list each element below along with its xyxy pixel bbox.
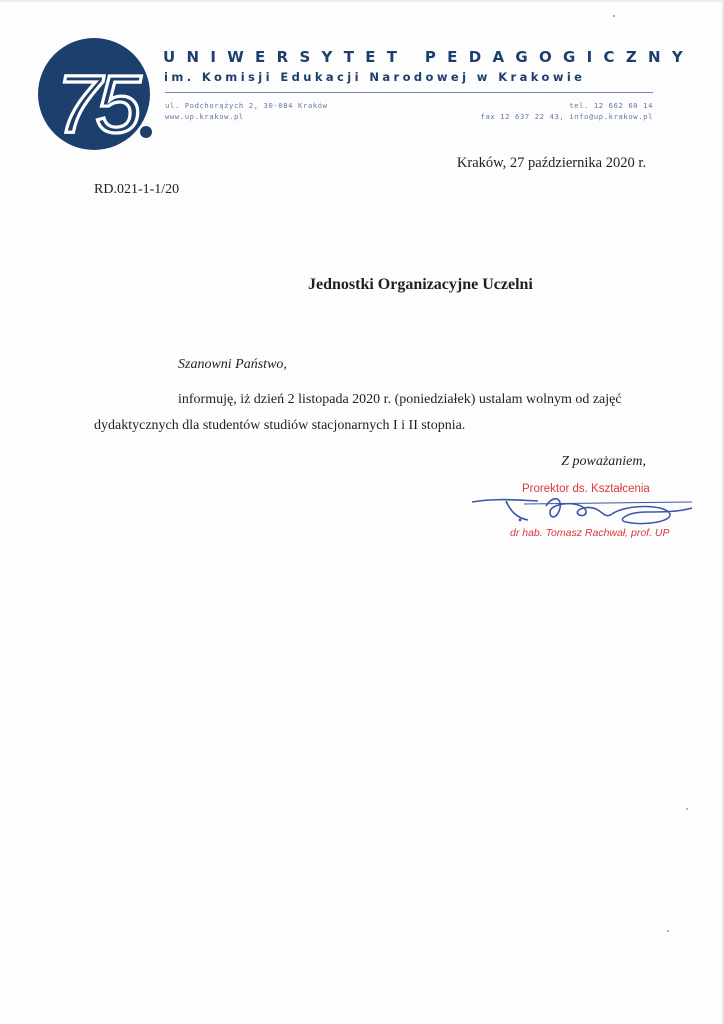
- body-paragraph-line-1: informuję, iż dzień 2 listopada 2020 r. (poniedziałek) ustalam wolnym od zajęć: [178, 392, 622, 407]
- scan-speck: [667, 930, 669, 932]
- letterhead-divider: [165, 92, 653, 93]
- stamp-title: Prorektor ds. Kształcenia: [522, 483, 650, 495]
- page-top-edge: [0, 0, 724, 2]
- body-paragraph-line-2: dydaktycznych dla studentów studiów stacjonarnych I i II stopnia.: [94, 418, 466, 433]
- scan-speck: [686, 808, 688, 810]
- addressee-heading: Jednostki Organizacyjne Uczelni: [308, 276, 533, 293]
- fax-email-text: fax 12 637 22 43, info@up.krakow.pl: [480, 112, 653, 121]
- university-75-logo-icon: [32, 36, 156, 152]
- phone-text: tel. 12 662 60 14: [569, 101, 653, 110]
- university-name: UNIWERSYTET PEDAGOGICZNY: [163, 48, 695, 66]
- reference-number: RD.021-1-1/20: [94, 182, 180, 197]
- letter-date: Kraków, 27 października 2020 r.: [456, 155, 646, 171]
- website-link[interactable]: www.up.krakow.pl: [165, 112, 244, 121]
- address-text: ul. Podchorążych 2, 30-084 Kraków: [165, 101, 328, 110]
- logo-number: 75: [56, 59, 136, 150]
- scan-speck: [613, 15, 615, 17]
- stamp-name: dr hab. Tomasz Rachwał, prof. UP: [510, 527, 670, 539]
- closing-phrase: Z poważaniem,: [561, 454, 646, 469]
- university-subtitle: im. Komisji Edukacji Narodowej w Krakowie: [164, 70, 586, 84]
- salutation: Szanowni Państwo,: [178, 357, 287, 372]
